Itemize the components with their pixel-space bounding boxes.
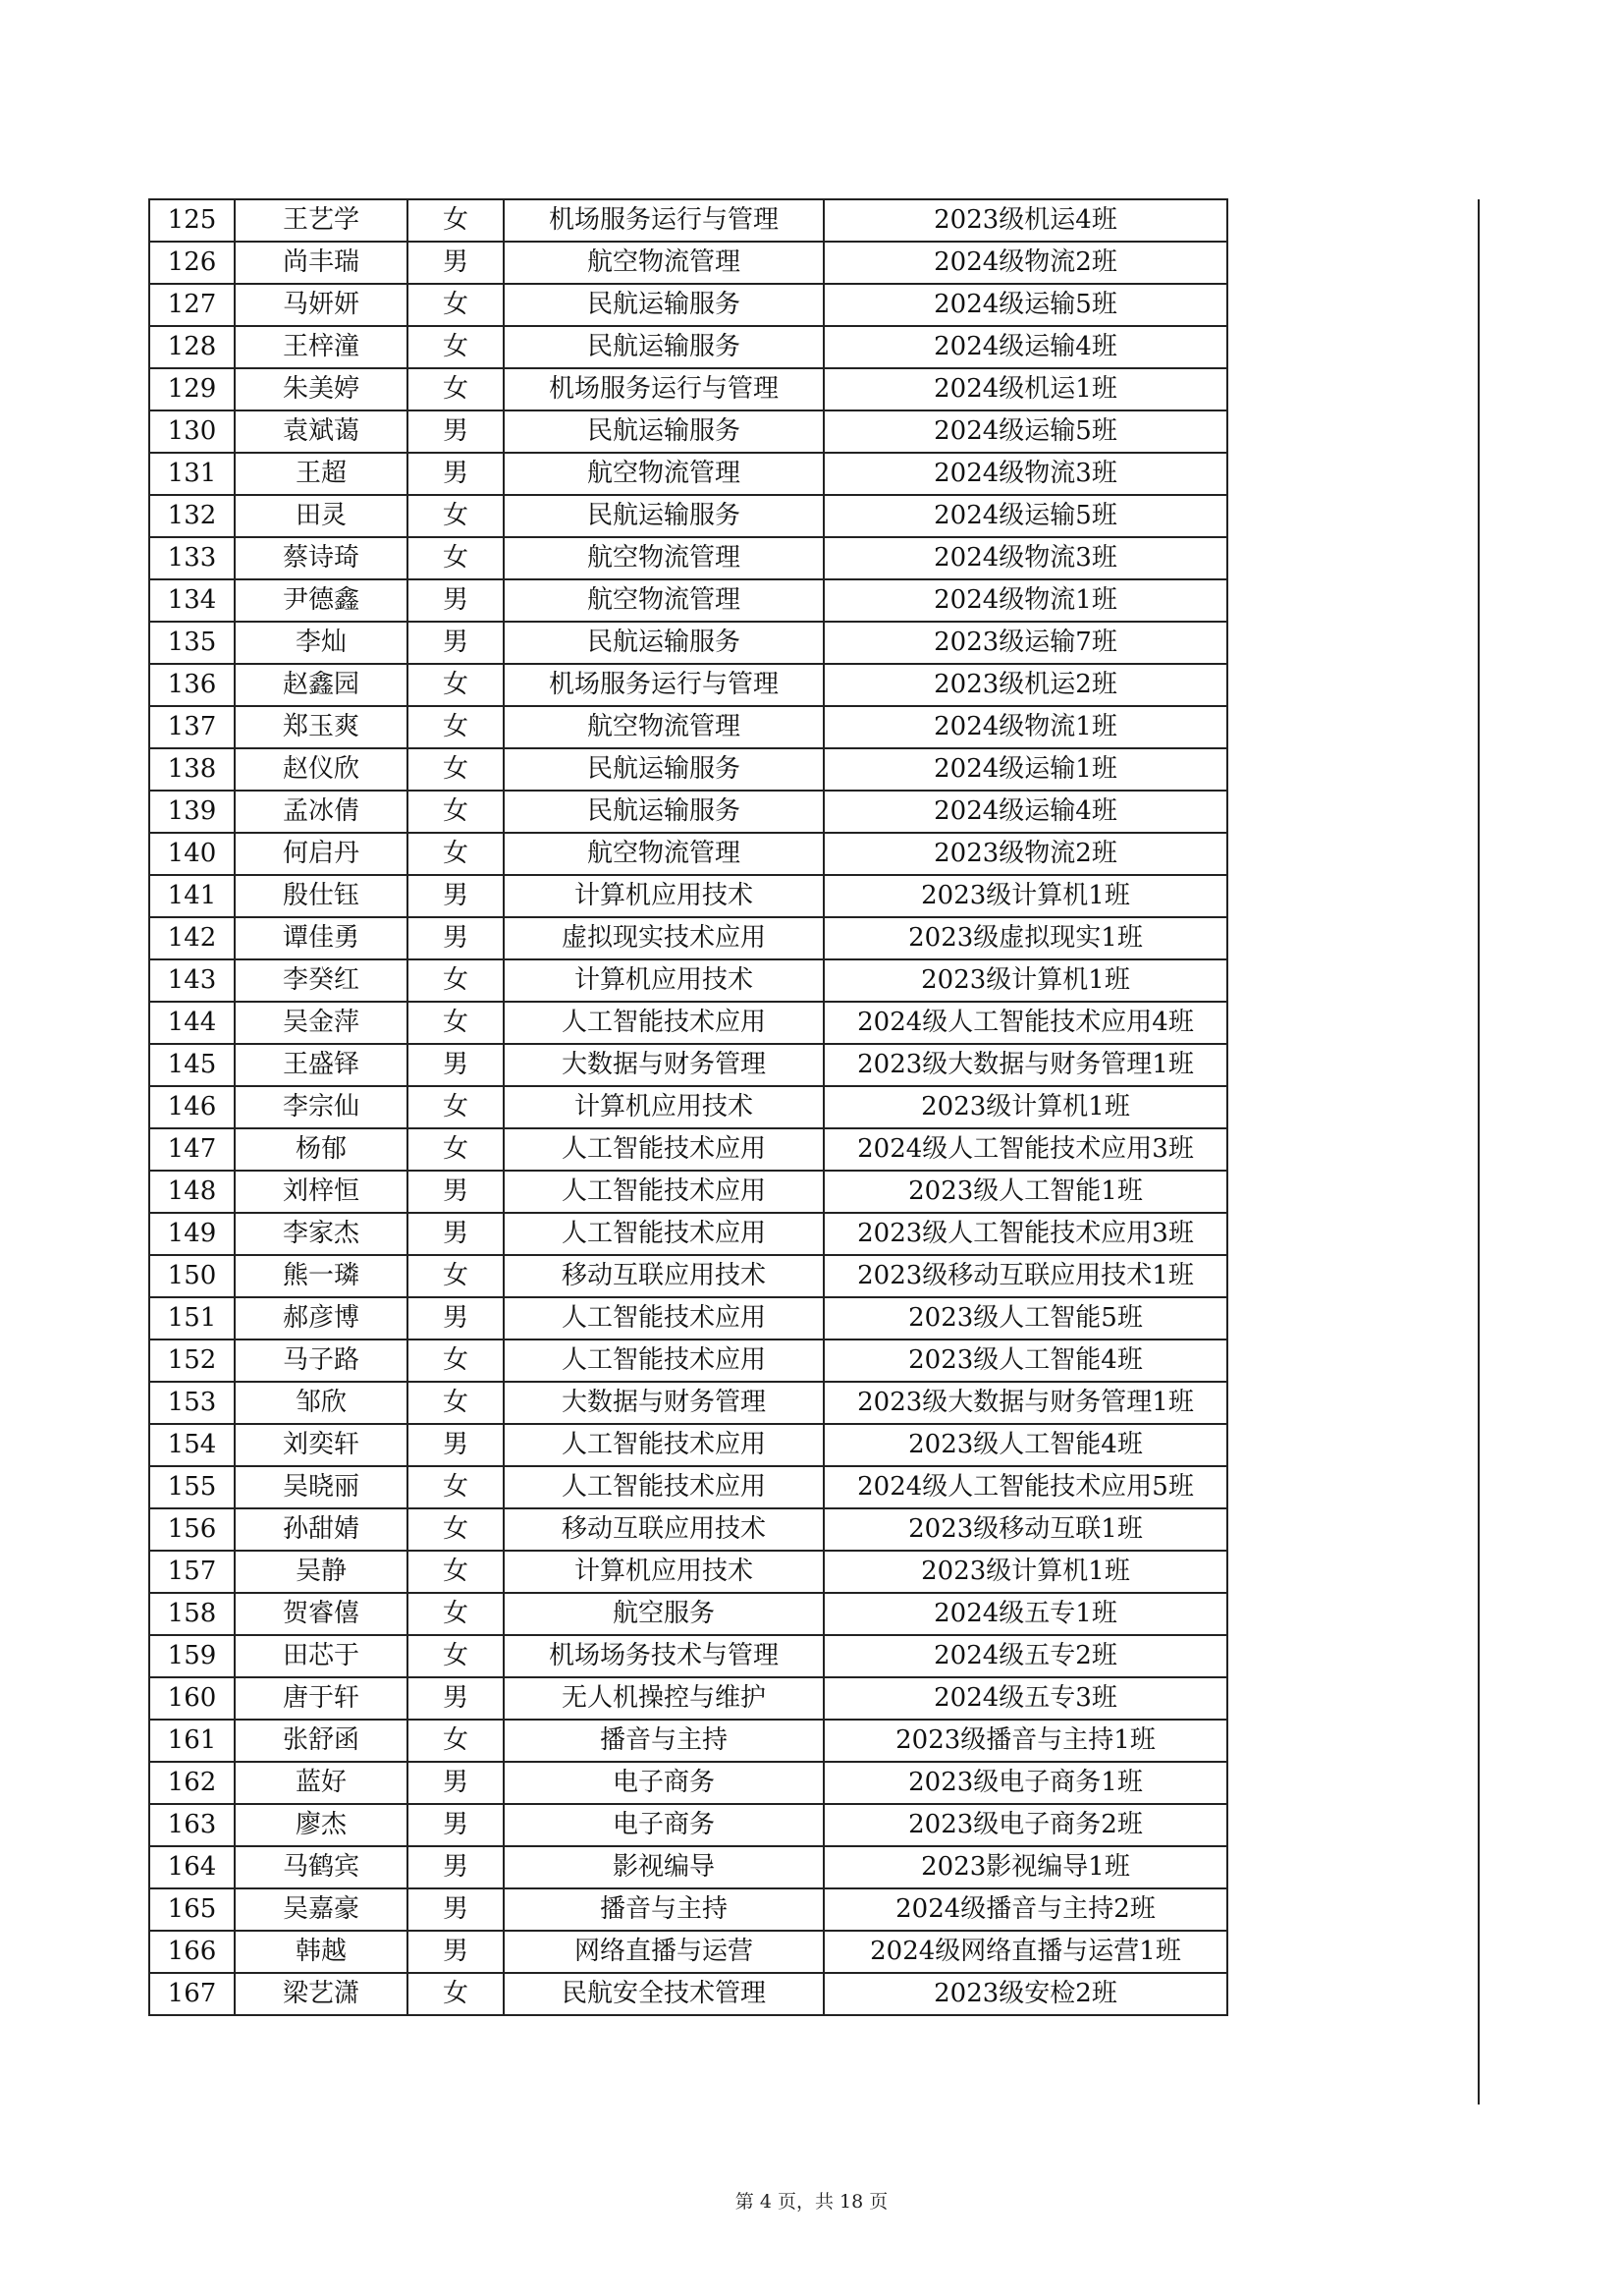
cell-major: 影视编导 — [504, 1846, 824, 1888]
cell-major: 民航安全技术管理 — [504, 1973, 824, 2015]
cell-major: 播音与主持 — [504, 1888, 824, 1931]
cell-class: 2024级人工智能技术应用4班 — [824, 1002, 1227, 1044]
cell-class: 2023级人工智能5班 — [824, 1297, 1227, 1339]
cell-gender: 女 — [407, 791, 504, 833]
cell-gender: 女 — [407, 284, 504, 326]
cell-gender: 男 — [407, 1677, 504, 1720]
cell-class: 2023级机运2班 — [824, 664, 1227, 706]
cell-name: 尹德鑫 — [235, 579, 407, 622]
cell-name: 郝彦博 — [235, 1297, 407, 1339]
cell-major: 人工智能技术应用 — [504, 1297, 824, 1339]
table-row — [149, 1424, 1227, 1466]
cell-major: 民航运输服务 — [504, 326, 824, 368]
table-row — [149, 1593, 1227, 1635]
table-row — [149, 1339, 1227, 1382]
cell-gender: 男 — [407, 1888, 504, 1931]
cell-major: 播音与主持 — [504, 1720, 824, 1762]
cell-gender: 女 — [407, 1128, 504, 1171]
cell-gender: 男 — [407, 1846, 504, 1888]
cell-number: 150 — [149, 1255, 235, 1297]
cell-class: 2023级计算机1班 — [824, 959, 1227, 1002]
table-row — [149, 1762, 1227, 1804]
cell-number: 130 — [149, 410, 235, 453]
cell-number: 161 — [149, 1720, 235, 1762]
cell-number: 144 — [149, 1002, 235, 1044]
cell-class: 2023级计算机1班 — [824, 1086, 1227, 1128]
cell-name: 李灿 — [235, 622, 407, 664]
cell-name: 尚丰瑞 — [235, 242, 407, 284]
cell-major: 航空物流管理 — [504, 453, 824, 495]
cell-class: 2023级人工智能4班 — [824, 1339, 1227, 1382]
table-row — [149, 1466, 1227, 1508]
table-row — [149, 917, 1227, 959]
cell-name: 田灵 — [235, 495, 407, 537]
cell-number: 128 — [149, 326, 235, 368]
cell-class: 2024级物流3班 — [824, 537, 1227, 579]
cell-class: 2024级运输5班 — [824, 495, 1227, 537]
cell-major: 无人机操控与维护 — [504, 1677, 824, 1720]
cell-gender: 男 — [407, 1762, 504, 1804]
table-row — [149, 1551, 1227, 1593]
cell-number: 134 — [149, 579, 235, 622]
cell-gender: 女 — [407, 1255, 504, 1297]
cell-gender: 男 — [407, 1931, 504, 1973]
cell-major: 电子商务 — [504, 1804, 824, 1846]
cell-gender: 女 — [407, 1382, 504, 1424]
cell-major: 计算机应用技术 — [504, 1551, 824, 1593]
cell-number: 142 — [149, 917, 235, 959]
cell-name: 吴嘉豪 — [235, 1888, 407, 1931]
cell-major: 移动互联应用技术 — [504, 1508, 824, 1551]
table-row — [149, 453, 1227, 495]
cell-class: 2023级人工智能4班 — [824, 1424, 1227, 1466]
cell-number: 140 — [149, 833, 235, 875]
cell-name: 廖杰 — [235, 1804, 407, 1846]
cell-gender: 女 — [407, 1466, 504, 1508]
cell-gender: 男 — [407, 1171, 504, 1213]
table-row — [149, 1297, 1227, 1339]
cell-number: 157 — [149, 1551, 235, 1593]
cell-name: 赵鑫园 — [235, 664, 407, 706]
cell-number: 138 — [149, 748, 235, 791]
cell-gender: 男 — [407, 1804, 504, 1846]
cell-number: 167 — [149, 1973, 235, 2015]
cell-class: 2024级五专2班 — [824, 1635, 1227, 1677]
cell-major: 虚拟现实技术应用 — [504, 917, 824, 959]
cell-class: 2024级机运1班 — [824, 368, 1227, 410]
table-row — [149, 959, 1227, 1002]
cell-class: 2024级物流3班 — [824, 453, 1227, 495]
cell-major: 移动互联应用技术 — [504, 1255, 824, 1297]
cell-number: 163 — [149, 1804, 235, 1846]
student-roster-table — [148, 198, 1228, 2016]
cell-class: 2024级物流1班 — [824, 706, 1227, 748]
cell-number: 164 — [149, 1846, 235, 1888]
cell-number: 159 — [149, 1635, 235, 1677]
table-row — [149, 1677, 1227, 1720]
cell-major: 机场服务运行与管理 — [504, 664, 824, 706]
cell-name: 梁艺潇 — [235, 1973, 407, 2015]
table-row — [149, 1002, 1227, 1044]
cell-number: 146 — [149, 1086, 235, 1128]
cell-major: 民航运输服务 — [504, 495, 824, 537]
table-row — [149, 1888, 1227, 1931]
cell-name: 吴静 — [235, 1551, 407, 1593]
cell-class: 2023级计算机1班 — [824, 875, 1227, 917]
cell-number: 139 — [149, 791, 235, 833]
cell-major: 人工智能技术应用 — [504, 1171, 824, 1213]
cell-name: 张舒函 — [235, 1720, 407, 1762]
table-row — [149, 495, 1227, 537]
cell-class: 2023级移动互联1班 — [824, 1508, 1227, 1551]
cell-number: 127 — [149, 284, 235, 326]
cell-gender: 女 — [407, 1002, 504, 1044]
cell-number: 151 — [149, 1297, 235, 1339]
cell-number: 154 — [149, 1424, 235, 1466]
page-footer: 第 4 页，共 18 页 — [734, 2191, 889, 2213]
cell-major: 民航运输服务 — [504, 284, 824, 326]
cell-class: 2024级运输5班 — [824, 410, 1227, 453]
cell-gender: 男 — [407, 622, 504, 664]
cell-gender: 女 — [407, 1720, 504, 1762]
cell-name: 谭佳勇 — [235, 917, 407, 959]
cell-major: 计算机应用技术 — [504, 1086, 824, 1128]
cell-class: 2024级运输4班 — [824, 326, 1227, 368]
cell-name: 李家杰 — [235, 1213, 407, 1255]
cell-major: 人工智能技术应用 — [504, 1424, 824, 1466]
cell-class: 2023级物流2班 — [824, 833, 1227, 875]
cell-class: 2024级物流2班 — [824, 242, 1227, 284]
cell-number: 160 — [149, 1677, 235, 1720]
cell-class: 2024级播音与主持2班 — [824, 1888, 1227, 1931]
cell-major: 航空物流管理 — [504, 579, 824, 622]
cell-number: 158 — [149, 1593, 235, 1635]
cell-class: 2024级五专3班 — [824, 1677, 1227, 1720]
cell-number: 155 — [149, 1466, 235, 1508]
cell-name: 孟冰倩 — [235, 791, 407, 833]
cell-name: 田芯于 — [235, 1635, 407, 1677]
table-row — [149, 537, 1227, 579]
cell-major: 民航运输服务 — [504, 410, 824, 453]
cell-gender: 女 — [407, 199, 504, 242]
cell-name: 刘梓恒 — [235, 1171, 407, 1213]
cell-major: 人工智能技术应用 — [504, 1213, 824, 1255]
cell-gender: 女 — [407, 368, 504, 410]
cell-gender: 女 — [407, 1508, 504, 1551]
cell-class: 2023级虚拟现实1班 — [824, 917, 1227, 959]
cell-name: 马子路 — [235, 1339, 407, 1382]
table-row — [149, 326, 1227, 368]
cell-gender: 男 — [407, 917, 504, 959]
cell-number: 165 — [149, 1888, 235, 1931]
cell-major: 机场服务运行与管理 — [504, 199, 824, 242]
cell-major: 计算机应用技术 — [504, 959, 824, 1002]
table-row — [149, 1382, 1227, 1424]
cell-number: 148 — [149, 1171, 235, 1213]
cell-name: 马鹤宾 — [235, 1846, 407, 1888]
table-row — [149, 1044, 1227, 1086]
cell-name: 杨郁 — [235, 1128, 407, 1171]
cell-gender: 男 — [407, 1213, 504, 1255]
cell-name: 朱美婷 — [235, 368, 407, 410]
cell-name: 吴晓丽 — [235, 1466, 407, 1508]
cell-number: 131 — [149, 453, 235, 495]
cell-class: 2024级网络直播与运营1班 — [824, 1931, 1227, 1973]
cell-name: 唐于轩 — [235, 1677, 407, 1720]
cell-gender: 女 — [407, 495, 504, 537]
roster-body — [149, 199, 1227, 2015]
cell-major: 大数据与财务管理 — [504, 1044, 824, 1086]
cell-gender: 女 — [407, 326, 504, 368]
table-row — [149, 1086, 1227, 1128]
cell-number: 162 — [149, 1762, 235, 1804]
cell-name: 王梓潼 — [235, 326, 407, 368]
cell-gender: 女 — [407, 706, 504, 748]
cell-major: 电子商务 — [504, 1762, 824, 1804]
cell-gender: 男 — [407, 1044, 504, 1086]
cell-major: 机场服务运行与管理 — [504, 368, 824, 410]
cell-number: 132 — [149, 495, 235, 537]
cell-number: 156 — [149, 1508, 235, 1551]
cell-major: 人工智能技术应用 — [504, 1466, 824, 1508]
cell-number: 166 — [149, 1931, 235, 1973]
cell-name: 邹欣 — [235, 1382, 407, 1424]
table-row — [149, 284, 1227, 326]
cell-number: 133 — [149, 537, 235, 579]
cell-class: 2023级播音与主持1班 — [824, 1720, 1227, 1762]
cell-class: 2023级大数据与财务管理1班 — [824, 1044, 1227, 1086]
cell-name: 赵仪欣 — [235, 748, 407, 791]
cell-name: 贺睿僖 — [235, 1593, 407, 1635]
cell-class: 2023级计算机1班 — [824, 1551, 1227, 1593]
cell-gender: 男 — [407, 410, 504, 453]
cell-gender: 男 — [407, 1424, 504, 1466]
cell-class: 2023级电子商务2班 — [824, 1804, 1227, 1846]
cell-major: 人工智能技术应用 — [504, 1128, 824, 1171]
cell-class: 2023级机运4班 — [824, 199, 1227, 242]
cell-gender: 男 — [407, 579, 504, 622]
table-row — [149, 1255, 1227, 1297]
table-row — [149, 1931, 1227, 1973]
cell-number: 153 — [149, 1382, 235, 1424]
cell-gender: 男 — [407, 875, 504, 917]
table-row — [149, 1171, 1227, 1213]
cell-gender: 男 — [407, 1297, 504, 1339]
cell-number: 149 — [149, 1213, 235, 1255]
cell-class: 2024级人工智能技术应用5班 — [824, 1466, 1227, 1508]
cell-name: 郑玉爽 — [235, 706, 407, 748]
cell-class: 2024级运输1班 — [824, 748, 1227, 791]
cell-major: 航空物流管理 — [504, 706, 824, 748]
cell-major: 大数据与财务管理 — [504, 1382, 824, 1424]
cell-major: 航空物流管理 — [504, 833, 824, 875]
cell-name: 李宗仙 — [235, 1086, 407, 1128]
cell-gender: 女 — [407, 1973, 504, 2015]
table-row — [149, 622, 1227, 664]
cell-name: 王艺学 — [235, 199, 407, 242]
cell-gender: 女 — [407, 1086, 504, 1128]
cell-major: 民航运输服务 — [504, 622, 824, 664]
table-row — [149, 1128, 1227, 1171]
cell-number: 137 — [149, 706, 235, 748]
table-row — [149, 410, 1227, 453]
cell-name: 殷仕钰 — [235, 875, 407, 917]
cell-name: 王盛铎 — [235, 1044, 407, 1086]
table-row — [149, 833, 1227, 875]
cell-number: 141 — [149, 875, 235, 917]
cell-class: 2023级人工智能1班 — [824, 1171, 1227, 1213]
cell-major: 机场场务技术与管理 — [504, 1635, 824, 1677]
cell-class: 2023影视编导1班 — [824, 1846, 1227, 1888]
cell-number: 126 — [149, 242, 235, 284]
table-row — [149, 242, 1227, 284]
table-row — [149, 1508, 1227, 1551]
cell-gender: 男 — [407, 242, 504, 284]
table-row — [149, 1804, 1227, 1846]
table-row — [149, 706, 1227, 748]
table-row — [149, 368, 1227, 410]
cell-class: 2024级运输5班 — [824, 284, 1227, 326]
cell-name: 熊一璘 — [235, 1255, 407, 1297]
cell-class: 2023级运输7班 — [824, 622, 1227, 664]
cell-major: 人工智能技术应用 — [504, 1002, 824, 1044]
cell-number: 125 — [149, 199, 235, 242]
cell-number: 147 — [149, 1128, 235, 1171]
cell-major: 计算机应用技术 — [504, 875, 824, 917]
cell-gender: 女 — [407, 537, 504, 579]
table-row — [149, 199, 1227, 242]
table-row — [149, 748, 1227, 791]
cell-gender: 男 — [407, 453, 504, 495]
cell-class: 2024级物流1班 — [824, 579, 1227, 622]
cell-major: 航空物流管理 — [504, 242, 824, 284]
cell-name: 蔡诗琦 — [235, 537, 407, 579]
cell-name: 孙甜婧 — [235, 1508, 407, 1551]
cell-number: 145 — [149, 1044, 235, 1086]
cell-gender: 女 — [407, 959, 504, 1002]
page-right-rule — [1478, 199, 1480, 2105]
cell-name: 王超 — [235, 453, 407, 495]
cell-name: 马妍妍 — [235, 284, 407, 326]
cell-class: 2023级移动互联应用技术1班 — [824, 1255, 1227, 1297]
table-row — [149, 1635, 1227, 1677]
cell-number: 135 — [149, 622, 235, 664]
table-row — [149, 1720, 1227, 1762]
cell-class: 2023级人工智能技术应用3班 — [824, 1213, 1227, 1255]
cell-gender: 女 — [407, 1635, 504, 1677]
cell-major: 航空服务 — [504, 1593, 824, 1635]
cell-name: 何启丹 — [235, 833, 407, 875]
cell-class: 2023级电子商务1班 — [824, 1762, 1227, 1804]
cell-class: 2024级运输4班 — [824, 791, 1227, 833]
cell-major: 民航运输服务 — [504, 791, 824, 833]
cell-major: 民航运输服务 — [504, 748, 824, 791]
cell-number: 143 — [149, 959, 235, 1002]
cell-name: 吴金萍 — [235, 1002, 407, 1044]
cell-name: 韩越 — [235, 1931, 407, 1973]
cell-name: 蓝好 — [235, 1762, 407, 1804]
table-row — [149, 875, 1227, 917]
cell-number: 136 — [149, 664, 235, 706]
cell-class: 2023级安检2班 — [824, 1973, 1227, 2015]
table-row — [149, 1973, 1227, 2015]
cell-gender: 女 — [407, 748, 504, 791]
table-row — [149, 1846, 1227, 1888]
cell-gender: 女 — [407, 1551, 504, 1593]
cell-gender: 女 — [407, 833, 504, 875]
table-row — [149, 664, 1227, 706]
cell-name: 刘奕轩 — [235, 1424, 407, 1466]
cell-number: 152 — [149, 1339, 235, 1382]
cell-number: 129 — [149, 368, 235, 410]
cell-class: 2024级五专1班 — [824, 1593, 1227, 1635]
cell-class: 2024级人工智能技术应用3班 — [824, 1128, 1227, 1171]
cell-name: 袁斌蔼 — [235, 410, 407, 453]
table-row — [149, 579, 1227, 622]
table-row — [149, 791, 1227, 833]
cell-class: 2023级大数据与财务管理1班 — [824, 1382, 1227, 1424]
cell-name: 李癸红 — [235, 959, 407, 1002]
cell-gender: 女 — [407, 1339, 504, 1382]
cell-major: 网络直播与运营 — [504, 1931, 824, 1973]
cell-gender: 女 — [407, 664, 504, 706]
cell-major: 人工智能技术应用 — [504, 1339, 824, 1382]
cell-major: 航空物流管理 — [504, 537, 824, 579]
table-row — [149, 1213, 1227, 1255]
cell-gender: 女 — [407, 1593, 504, 1635]
